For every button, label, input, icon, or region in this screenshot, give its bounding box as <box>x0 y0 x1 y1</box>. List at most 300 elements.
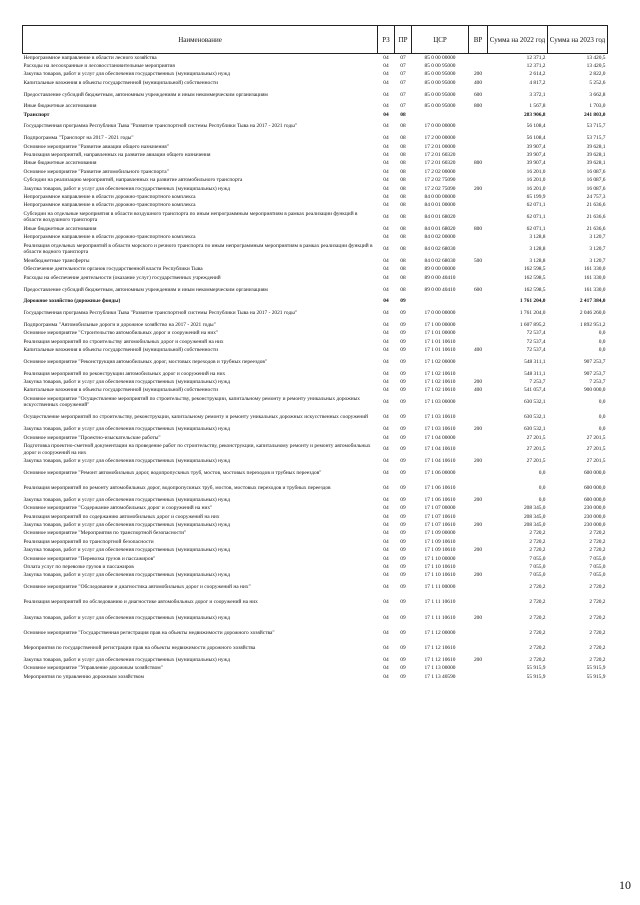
row-sum-2022: 3 128,8 <box>529 246 546 253</box>
row-vr: 800 <box>473 225 483 232</box>
table-row <box>23 225 608 233</box>
row-rz: 04 <box>383 485 389 492</box>
table-row <box>23 370 608 378</box>
table-row <box>23 442 608 457</box>
row-rz: 04 <box>383 387 389 394</box>
table-row <box>23 457 608 465</box>
row-csr: 17 1 13 40590 <box>424 673 456 680</box>
row-csr: 17 1 03 10610 <box>424 426 456 433</box>
row-vr <box>469 119 488 134</box>
row-vr <box>469 143 488 151</box>
row-vr <box>469 442 488 457</box>
row-sum-2022: 27 201,5 <box>526 434 546 441</box>
row-rz: 04 <box>383 379 389 386</box>
row-name: Капитальные вложения в объекты государственной (муниципальной) собственности <box>23 387 218 394</box>
row-pr: 09 <box>400 513 406 520</box>
row-name: Основное мероприятие "Обследование и диагностика автомобильных дорог и сооружений на них" <box>23 584 251 591</box>
row-csr: 85 0 00 95000 <box>424 79 456 86</box>
row-csr: 17 1 07 10610 <box>424 522 456 529</box>
row-sum-2023: 2 046 260,0 <box>579 310 606 317</box>
row-rz: 04 <box>383 202 389 209</box>
row-pr: 07 <box>400 103 406 110</box>
row-pr: 09 <box>400 358 406 365</box>
row-sum-2022: 16 201,0 <box>526 185 546 192</box>
row-rz: 04 <box>383 54 389 61</box>
row-csr: 85 0 00 95000 <box>424 91 456 98</box>
row-name: Межбюджетные трансферты <box>23 257 90 264</box>
table-row <box>23 151 608 159</box>
row-sum-2023: 39 628,1 <box>586 152 606 159</box>
row-pr: 09 <box>400 522 406 529</box>
row-name: Государственная программа Республики Тыва "Развитие транспортной системы Республики Тыва на 2017 - 2021 годы" <box>23 123 298 130</box>
row-vr: 200 <box>473 185 483 192</box>
row-sum-2022: 12 371,2 <box>526 54 546 61</box>
row-rz: 04 <box>383 414 389 421</box>
row-vr <box>469 338 488 346</box>
row-sum-2022: 3 372,1 <box>529 91 546 98</box>
row-csr: 17 1 03 00000 <box>424 399 456 406</box>
row-sum-2022: 2 720,2 <box>529 538 546 545</box>
row-sum-2022: 162 598,5 <box>523 266 546 273</box>
row-pr: 09 <box>400 338 406 345</box>
row-vr <box>469 513 488 521</box>
row-pr: 08 <box>400 185 406 192</box>
row-pr: 08 <box>400 202 406 209</box>
row-vr <box>469 354 488 369</box>
table-row <box>23 641 608 656</box>
table-row <box>23 672 608 680</box>
row-sum-2023: 53 715,7 <box>586 135 606 142</box>
row-pr: 08 <box>400 143 406 150</box>
row-sum-2022: 55 915,9 <box>526 665 546 672</box>
row-pr: 09 <box>400 330 406 337</box>
row-sum-2023: 0,0 <box>598 414 606 421</box>
row-rz: 04 <box>383 214 389 221</box>
row-name: Капитальные вложения в объекты государственной (муниципальной) собственности <box>23 79 218 86</box>
row-pr: 08 <box>400 168 406 175</box>
row-name: Предоставление субсидий бюджетным, автономным учреждениям и иным некоммерческим организациям <box>23 286 268 293</box>
row-vr <box>469 563 488 571</box>
row-rz: 04 <box>383 584 389 591</box>
row-vr <box>469 54 488 62</box>
table-row <box>23 185 608 193</box>
row-sum-2022: 62 071,1 <box>526 214 546 221</box>
row-rz: 04 <box>383 347 389 354</box>
row-vr <box>469 555 488 563</box>
row-vr <box>469 134 488 142</box>
row-name: Реализация мероприятий по ремонту автомобильных дорог, водопропускных труб, мостов, мостовых переходов и трубных переездов <box>23 485 331 492</box>
row-pr: 08 <box>400 266 406 273</box>
row-csr: 17 1 04 10610 <box>424 458 456 465</box>
row-vr <box>469 580 488 595</box>
document-page <box>22 25 607 681</box>
row-pr: 08 <box>400 246 406 253</box>
row-sum-2023: 13 420,5 <box>586 62 606 69</box>
row-sum-2023: 27 201,5 <box>586 446 606 453</box>
row-rz: 04 <box>383 111 389 118</box>
row-name: Подготовка проектно-сметной документации на проведение работ по строительству, реконструкции, капитальному ремонту и ремонту автомобильных дорог и сооружений на них <box>23 443 371 456</box>
row-csr: 85 0 00 00000 <box>424 54 456 61</box>
row-name: Закупка товаров, работ и услуг для обеспечения государственных (муниципальных) нужд <box>23 458 231 465</box>
row-csr: 17 1 00 00000 <box>424 321 456 328</box>
row-name: Основное мероприятие "Перевозка грузов и пассажиров" <box>23 555 156 562</box>
row-sum-2023: 27 201,5 <box>586 458 606 465</box>
row-rz: 04 <box>383 274 389 281</box>
row-rz: 04 <box>383 338 389 345</box>
row-pr: 07 <box>400 62 406 69</box>
row-vr: 200 <box>473 614 483 621</box>
row-csr: 17 1 10 00000 <box>424 555 456 562</box>
row-rz: 04 <box>383 513 389 520</box>
table-row <box>23 496 608 504</box>
table-row <box>23 79 608 87</box>
row-sum-2022: 208 345,0 <box>523 513 546 520</box>
row-pr: 09 <box>400 321 406 328</box>
row-name: Закупка товаров, работ и услуг для обеспечения государственных (муниципальных) нужд <box>23 71 231 78</box>
row-csr: 85 0 00 95000 <box>424 103 456 110</box>
row-sum-2022: 630 532,1 <box>523 426 546 433</box>
row-name: Закупка товаров, работ и услуг для обеспечения государственных (муниципальных) нужд <box>23 185 231 192</box>
row-rz: 04 <box>383 185 389 192</box>
row-rz: 04 <box>383 522 389 529</box>
row-rz: 04 <box>383 257 389 264</box>
row-pr: 08 <box>400 234 406 241</box>
row-rz: 04 <box>383 135 389 142</box>
row-sum-2022: 1 761 204,0 <box>519 310 546 317</box>
row-pr: 09 <box>400 434 406 441</box>
header-sum-2023: Сумма на 2023 год <box>548 26 608 54</box>
row-rz: 04 <box>383 330 389 337</box>
table-row <box>23 538 608 546</box>
row-csr: 17 1 10 10610 <box>424 572 456 579</box>
row-name: Реализация мероприятий по строительству автомобильных дорог и сооружений на них <box>23 338 224 345</box>
row-sum-2022: 630 532,1 <box>523 399 546 406</box>
row-pr: 08 <box>400 257 406 264</box>
row-name: Расходы на лесоохранные и лесовосстановительные мероприятия <box>23 62 175 69</box>
row-csr: 17 1 04 00000 <box>424 434 456 441</box>
header-vr: ВР <box>469 26 488 54</box>
table-row <box>23 595 608 610</box>
row-rz: 04 <box>383 458 389 465</box>
row-csr: 89 0 00 40410 <box>424 274 456 281</box>
row-vr <box>469 168 488 176</box>
row-vr: 200 <box>473 379 483 386</box>
row-sum-2023: 2 822,0 <box>589 71 606 78</box>
row-sum-2023: 1 703,0 <box>589 103 606 110</box>
row-sum-2023: 2 720,2 <box>589 629 606 636</box>
row-rz: 04 <box>383 426 389 433</box>
row-rz: 04 <box>383 194 389 200</box>
row-sum-2022: 56 108,4 <box>526 123 546 130</box>
row-sum-2023: 7 055,0 <box>589 572 606 579</box>
row-pr: 09 <box>400 564 406 571</box>
table-row <box>23 62 608 70</box>
table-row <box>23 664 608 672</box>
header-sum-2022: Сумма на 2022 год <box>488 26 548 54</box>
row-rz: 04 <box>383 564 389 571</box>
row-sum-2022: 12 371,2 <box>526 62 546 69</box>
row-vr: 200 <box>473 458 483 465</box>
row-vr: 600 <box>473 91 483 98</box>
row-sum-2023: 16 087,6 <box>586 185 606 192</box>
row-csr: 84 0 02 00000 <box>424 234 456 241</box>
row-rz: 04 <box>383 505 389 512</box>
row-sum-2022: 65 199,9 <box>526 194 546 200</box>
row-vr <box>469 297 488 305</box>
table-row <box>23 102 608 110</box>
row-vr: 200 <box>473 572 483 579</box>
table-row <box>23 571 608 579</box>
row-pr: 08 <box>400 225 406 232</box>
row-rz: 04 <box>383 446 389 453</box>
row-csr: 17 1 12 10610 <box>424 644 456 651</box>
row-rz: 04 <box>383 547 389 554</box>
row-csr: 17 2 01 00000 <box>424 143 456 150</box>
row-csr: 17 2 00 00000 <box>424 135 456 142</box>
row-name: Обеспечение деятельности органов государственной власти Республики Тыва <box>23 266 203 273</box>
row-sum-2022: 55 915,9 <box>526 673 546 680</box>
row-sum-2022: 72 537,4 <box>526 330 546 337</box>
row-sum-2023: 7 055,0 <box>589 555 606 562</box>
row-rz: 04 <box>383 496 389 503</box>
row-pr: 09 <box>400 555 406 562</box>
row-csr: 17 1 01 10610 <box>424 338 456 345</box>
row-rz: 04 <box>383 177 389 184</box>
row-sum-2022: 2 720,2 <box>529 629 546 636</box>
row-sum-2023: 21 636,6 <box>586 202 606 209</box>
row-sum-2023: 900 000,0 <box>583 387 606 394</box>
row-pr: 07 <box>400 54 406 61</box>
row-sum-2023: 55 915,9 <box>586 673 606 680</box>
table-row <box>23 321 608 329</box>
row-sum-2023: 21 636,6 <box>586 214 606 221</box>
row-vr <box>469 370 488 378</box>
row-rz: 04 <box>383 123 389 130</box>
row-rz: 04 <box>383 370 389 377</box>
table-row <box>23 425 608 433</box>
row-csr: 17 2 01 60320 <box>424 152 456 159</box>
row-csr: 17 1 01 10610 <box>424 347 456 354</box>
row-csr <box>412 297 469 305</box>
row-sum-2022: 283 906,8 <box>523 111 546 118</box>
row-rz: 04 <box>383 160 389 167</box>
row-sum-2023: 161 330,0 <box>583 286 606 293</box>
row-pr: 09 <box>400 505 406 512</box>
row-sum-2022: 7 055,0 <box>529 564 546 571</box>
row-csr: 17 1 10 10610 <box>424 564 456 571</box>
row-name: Основное мероприятие "Содержание автомобильных дорог и сооружений на них" <box>23 505 213 512</box>
row-name: Субсидии на реализацию мероприятий, направленных на развитие автомобильного транспорта <box>23 177 243 184</box>
row-name: Закупка товаров, работ и услуг для обеспечения государственных (муниципальных) нужд <box>23 656 231 663</box>
row-name: Мероприятия по государственной регистрации прав на объекты недвижимости дорожного хозяйства <box>23 644 256 651</box>
row-vr <box>469 641 488 656</box>
row-csr: 84 0 00 00000 <box>424 194 456 200</box>
row-csr: 17 2 02 75090 <box>424 185 456 192</box>
row-sum-2022: 208 345,0 <box>523 522 546 529</box>
row-vr: 200 <box>473 496 483 503</box>
row-name: Реализация мероприятий по обследованию и диагностике автомобильных дорог и сооружений на них <box>23 599 258 606</box>
row-sum-2022: 0,0 <box>538 469 546 476</box>
row-name: Реализация мероприятий по содержанию автомобильных дорог и сооружений на них <box>23 513 220 520</box>
row-vr <box>469 434 488 442</box>
row-vr <box>469 274 488 282</box>
row-rz: 04 <box>383 673 389 680</box>
row-sum-2023: 0,0 <box>598 426 606 433</box>
table-row <box>23 546 608 554</box>
table-row <box>23 410 608 425</box>
row-pr: 09 <box>400 399 406 406</box>
row-rz: 04 <box>383 168 389 175</box>
row-sum-2023: 0,0 <box>598 338 606 345</box>
row-vr: 200 <box>473 522 483 529</box>
row-pr: 09 <box>400 665 406 672</box>
row-rz: 04 <box>383 152 389 159</box>
row-sum-2023: 53 715,7 <box>586 123 606 130</box>
row-vr <box>469 176 488 184</box>
row-vr <box>469 201 488 209</box>
row-sum-2023: 241 803,0 <box>583 111 606 118</box>
row-sum-2022: 0,0 <box>538 485 546 492</box>
row-name: Основное мероприятие "Развитие авиации общего назначения" <box>23 143 169 150</box>
header-pr: ПР <box>395 26 412 54</box>
row-csr: 17 1 06 10610 <box>424 496 456 503</box>
row-name: Иные бюджетные ассигнования <box>23 225 97 232</box>
row-vr: 600 <box>473 286 483 293</box>
row-sum-2023: 2 720,2 <box>589 584 606 591</box>
row-sum-2023: 7 055,0 <box>589 564 606 571</box>
table-row <box>23 338 608 346</box>
row-sum-2023: 230 000,0 <box>583 513 606 520</box>
row-sum-2022: 2 720,2 <box>529 547 546 554</box>
row-sum-2023: 39 628,1 <box>586 160 606 167</box>
row-rz: 04 <box>383 321 389 328</box>
row-name: Основное мероприятие "Реконструкция автомобильных дорог, мостовых переходов и трубных переездов" <box>23 358 268 365</box>
row-csr: 17 1 11 00000 <box>424 584 456 591</box>
table-row <box>23 119 608 134</box>
row-sum-2022: 1 567,8 <box>529 103 546 110</box>
row-sum-2022: 27 201,5 <box>526 458 546 465</box>
row-pr: 07 <box>400 71 406 78</box>
row-vr <box>469 504 488 512</box>
header-rz: РЗ <box>378 26 395 54</box>
row-sum-2022: 4 817,2 <box>529 79 546 86</box>
row-rz: 04 <box>383 530 389 537</box>
row-sum-2022: 548 311,1 <box>524 370 546 377</box>
row-name: Непрограммное направление в области дорожно-транспортного комплекса <box>23 234 196 241</box>
table-row <box>23 656 608 664</box>
row-vr <box>469 410 488 425</box>
row-sum-2022: 630 532,1 <box>523 414 546 421</box>
row-pr: 08 <box>400 274 406 281</box>
row-sum-2023: 2 720,2 <box>589 614 606 621</box>
row-csr: 84 0 02 68030 <box>424 246 456 253</box>
row-sum-2022: 548 311,1 <box>524 358 546 365</box>
row-sum-2022: 62 071,1 <box>526 202 546 209</box>
table-row <box>23 168 608 176</box>
row-rz: 04 <box>383 434 389 441</box>
row-sum-2022: 208 345,0 <box>523 505 546 512</box>
row-name: Подпрограмма "Транспорт на 2017 - 2021 годы" <box>23 135 134 142</box>
table-row <box>23 87 608 102</box>
row-vr <box>469 265 488 273</box>
row-name: Основное мероприятие "Строительство автомобильных дорог и сооружений на них" <box>23 330 219 337</box>
row-pr: 09 <box>400 547 406 554</box>
row-sum-2023: 27 201,5 <box>586 434 606 441</box>
row-sum-2022: 56 108,4 <box>526 135 546 142</box>
row-name: Мероприятия по управлению дорожным хозяйством <box>23 673 144 680</box>
row-sum-2023: 5 252,6 <box>589 79 606 86</box>
table-row <box>23 274 608 282</box>
row-rz: 04 <box>383 555 389 562</box>
row-name: Основное мероприятие "Развитие автомобильного транспорта" <box>23 168 169 175</box>
row-sum-2023: 16 087,6 <box>586 168 606 175</box>
row-name: Непрограммное направление в области лесного хозяйства <box>23 54 157 61</box>
row-sum-2022: 2 720,2 <box>529 530 546 537</box>
row-sum-2023: 2 720,2 <box>589 530 606 537</box>
row-name: Капитальные вложения в объекты государственной (муниципальной) собственности <box>23 347 218 354</box>
row-vr: 800 <box>473 160 483 167</box>
row-csr: 17 1 09 10610 <box>424 547 456 554</box>
table-row <box>23 354 608 369</box>
row-csr: 89 0 00 00000 <box>424 266 456 273</box>
row-rz: 04 <box>383 665 389 672</box>
row-csr: 17 1 06 00000 <box>424 469 456 476</box>
row-csr: 17 1 02 10610 <box>424 370 456 377</box>
row-name: Оплата услуг по перевозке грузов и пассажиров <box>23 564 134 571</box>
row-name: Закупка товаров, работ и услуг для обеспечения государственных (муниципальных) нужд <box>23 572 231 579</box>
row-name: Основное мероприятие "Государственная регистрация прав на объекты недвижимости дорожного хозяйства" <box>23 629 275 636</box>
row-rz: 04 <box>383 538 389 545</box>
row-pr: 08 <box>400 194 406 200</box>
row-sum-2023: 2 720,2 <box>589 599 606 606</box>
row-sum-2022: 162 598,5 <box>523 286 546 293</box>
row-name: Непрограммное направление в области дорожно-транспортного комплекса <box>23 202 196 209</box>
row-rz: 04 <box>383 614 389 621</box>
row-sum-2023: 2 720,2 <box>589 538 606 545</box>
row-vr: 400 <box>473 79 483 86</box>
row-pr: 09 <box>400 673 406 680</box>
row-csr: 17 1 01 00000 <box>424 330 456 337</box>
row-name: Осуществление мероприятий по строительству, реконструкции, капитальному ремонту и ремонту уникальных дорожных искусственных сооружений <box>23 414 368 421</box>
table-row <box>23 242 608 257</box>
row-sum-2022: 541 057,4 <box>523 387 546 394</box>
row-sum-2022: 162 598,5 <box>523 274 546 281</box>
row-sum-2023: 230 000,0 <box>583 505 606 512</box>
row-csr: 17 1 06 10610 <box>424 485 456 492</box>
row-vr <box>469 306 488 321</box>
row-sum-2022: 1 607 895,2 <box>519 321 546 328</box>
row-rz: 04 <box>383 79 389 86</box>
row-rz: 04 <box>383 469 389 476</box>
row-sum-2022: 2 720,2 <box>529 584 546 591</box>
row-sum-2022: 3 128,8 <box>529 257 546 264</box>
row-vr: 400 <box>473 387 483 394</box>
row-pr: 09 <box>400 629 406 636</box>
row-pr: 09 <box>400 614 406 621</box>
row-pr: 09 <box>400 446 406 453</box>
row-pr: 08 <box>400 152 406 159</box>
row-csr: 17 1 02 10610 <box>424 387 456 394</box>
row-pr: 09 <box>400 469 406 476</box>
row-name: Реализация мероприятий по реконструкции автомобильных дорог и сооружений на них <box>23 370 226 377</box>
row-csr <box>412 111 469 119</box>
row-name: Реализация мероприятий, направленных на развитие авиации общего назначения <box>23 152 211 159</box>
table-row <box>23 159 608 167</box>
row-vr <box>469 538 488 546</box>
row-sum-2023: 1 892 951,2 <box>579 321 606 328</box>
table-row <box>23 529 608 537</box>
table-body <box>23 54 608 681</box>
